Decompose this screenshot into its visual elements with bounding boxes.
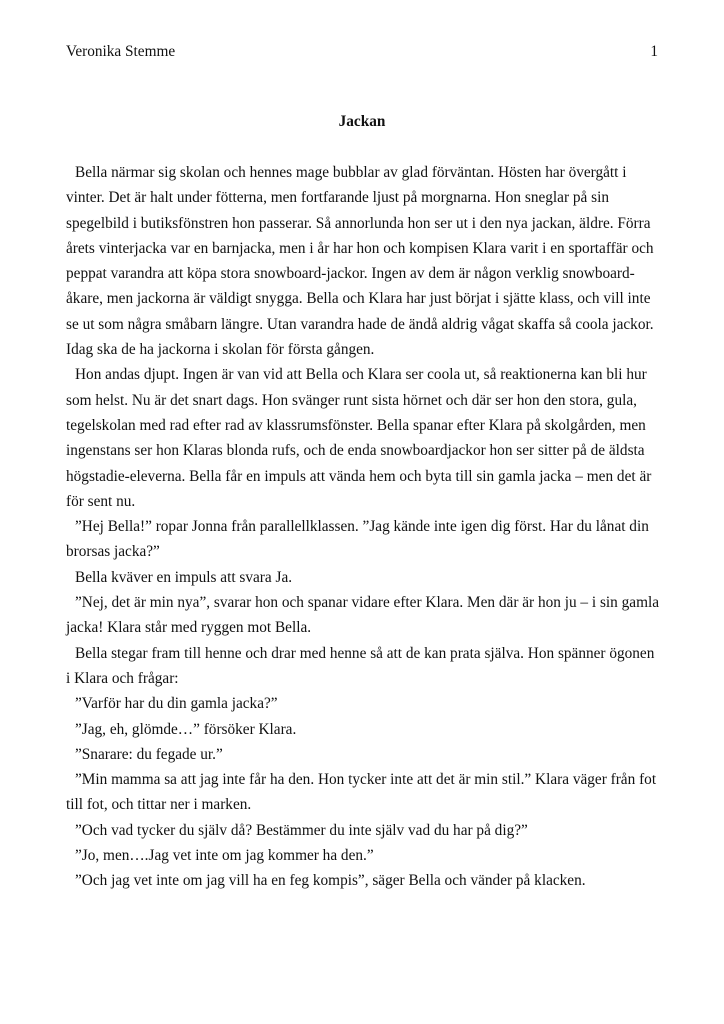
document-title: Jackan [338, 113, 386, 130]
paragraph-13: ”Och jag vet inte om jag vill ha en feg kompis”, säger Bella och vänder på klacken. [75, 872, 586, 890]
paragraph-4: Bella kväver en impuls att svara Ja. [75, 568, 293, 586]
paragraph-11: ”Och vad tycker du själv då? Bestämmer du inte själv vad du har på dig?” [75, 821, 528, 839]
paragraph-7: ”Varför har du din gamla jacka?” [75, 695, 278, 713]
paragraph-1: Bella närmar sig skolan och hennes mage bubblar av glad förväntan. Hösten har övergått i vinter. Det är halt under fötterna, men fortfarande ljust på morgnarna. Hon sneglar på sin spegelbild i butiksfönstren hon passerar. Så annorlunda hon ser ut i den nya jackan, äldre. Förra årets vinterjacka var en barnjacka, men i år har hon och kompisen Klara varit i en sportaffär och peppat varandra att köpa stora snowboard-jackor. Ingen av dem är någon verklig snowboard-åkare, men jackorna är väldigt snygga. Bella och Klara har just börjat i sjätte klass, och vill inte se ut som några småbarn längre. Utan varandra hade de ändå aldrig vågat skaffa så coola jackor. Idag ska de ha jackorna i skolan för första gången. [66, 164, 654, 359]
paragraph-10: ”Min mamma sa att jag inte får ha den. Hon tycker inte att det är min stil.” Klara väger från fot till fot, och tittar ner i marken. [66, 771, 657, 814]
paragraph-5: ”Nej, det är min nya”, svarar hon och spanar vidare efter Klara. Men där är hon ju – i sin gamla jacka! Klara står med ryggen mot Bella. [66, 594, 660, 637]
paragraph-8: ”Jag, eh, glömde…” försöker Klara. [75, 720, 297, 738]
header-author: Veronika Stemme [66, 43, 176, 60]
page-number: 1 [650, 43, 658, 60]
paragraph-9: ”Snarare: du fegade ur.” [75, 745, 223, 763]
paragraph-3: ”Hej Bella!” ropar Jonna från parallellklassen. ”Jag kände inte igen dig först. Har du lånat din brorsas jacka?” [66, 518, 649, 561]
paragraph-6: Bella stegar fram till henne och drar med henne så att de kan prata själva. Hon spänner ögonen i Klara och frågar: [66, 644, 655, 687]
paragraph-2: Hon andas djupt. Ingen är van vid att Bella och Klara ser coola ut, så reaktionerna kan bli hur som helst. Nu är det snart dags. Hon svänger runt sista hörnet och där ser hon den stora, gula, tegelskolan med rad efter rad av klassrumsfönster. Bella spanar efter Klara på skolgården, men ingenstans ser hon Klaras blonda rufs, och de enda snowboardjackor hon ser sitter på de äldsta högstadie-eleverna. Bella får en impuls att vända hem och byta till sin gamla jacka – men det är för sent nu. [66, 366, 652, 510]
body-text [66, 160, 662, 894]
paragraph-12: ”Jo, men….Jag vet inte om jag kommer ha den.” [75, 847, 374, 865]
